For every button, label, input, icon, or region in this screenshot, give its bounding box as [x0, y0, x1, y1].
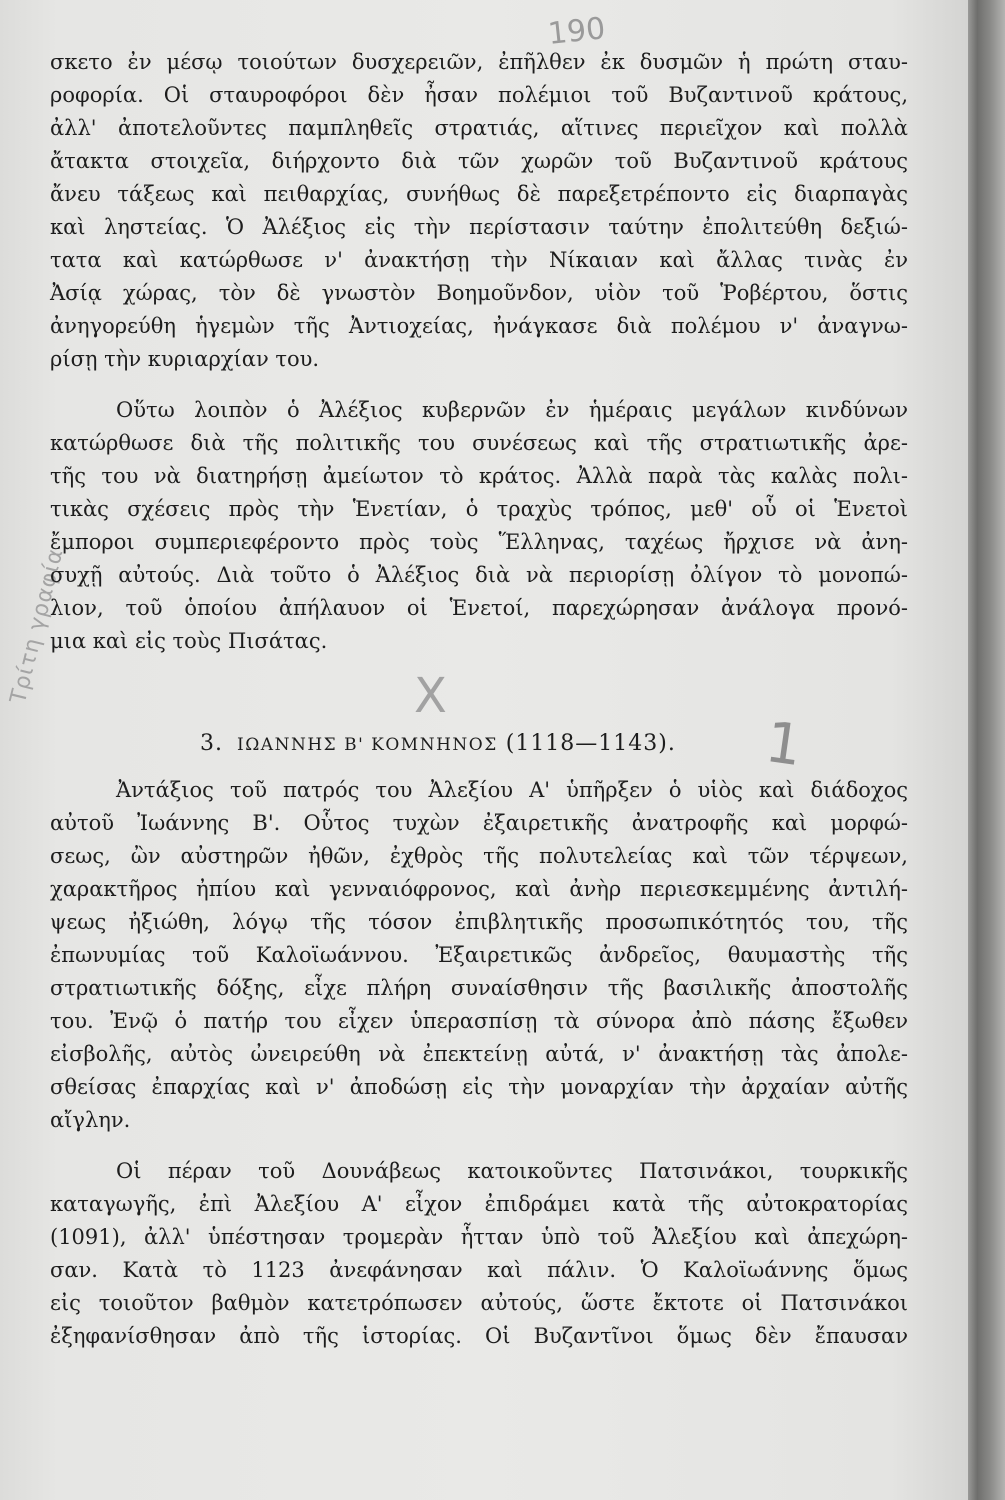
text-line: σκετο ἐν μέσῳ τοιούτων δυσχερειῶν, ἐπῆλθεν ἐκ δυσμῶν ἡ πρώτη σταυ-	[50, 50, 908, 74]
text-line: ἐπωνυμίας τοῦ Καλοϊωάννου. Ἐξαιρετικῶς ἀνδρεῖος, θαυμαστὴς τῆς	[50, 943, 908, 967]
text-line: τῆς του νὰ διατηρήσῃ ἀμείωτον τὸ κράτος. Ἀλλὰ παρὰ τὰς καλὰς πολι-	[50, 464, 908, 488]
section-number: 3.	[200, 731, 223, 756]
text-line: εἰς τοιοῦτον βαθμὸν κατετρόπωσεν αὐτούς, ὥστε ἔκτοτε οἱ Πατσινάκοι	[50, 1291, 908, 1315]
section-heading	[200, 726, 676, 762]
text-line: ρίσῃ τὴν κυριαρχίαν του.	[50, 347, 320, 371]
text-line: ἔμποροι συμπεριεφέροντο πρὸς τοὺς Ἕλληνας, ταχέως ἤρχισε νὰ ἀνη-	[50, 530, 908, 554]
text-line: σαν. Κατὰ τὸ 1123 ἀνεφάνησαν καὶ πάλιν. Ὁ Καλοϊωάννης ὅμως	[50, 1258, 908, 1282]
text-line: σθείσας ἐπαρχίας καὶ ν' ἀποδώσῃ εἰς τὴν μοναρχίαν τὴν ἀρχαίαν αὐτῆς	[50, 1075, 908, 1099]
text-line: καὶ ληστείας. Ὁ Ἀλέξιος εἰς τὴν περίστασιν ταύτην ἐπολιτεύθη δεξιώ-	[50, 215, 908, 239]
text-line: καταγωγῆς, ἐπὶ Ἀλεξίου Α' εἶχον ἐπιδράμει κατὰ τῆς αὐτοκρατορίας	[50, 1192, 908, 1216]
text-line: Ἀντάξιος τοῦ πατρός του Ἀλεξίου Α' ὑπῆρξεν ὁ υἱὸς καὶ διάδοχος	[116, 778, 908, 802]
section-title: ΙΩΑΝΝΗΣ Β' ΚΟΜΝΗΝΟΣ	[237, 735, 498, 755]
text-line: Ἀσίᾳ χώρας, τὸν δὲ γνωστὸν Βοημοῦνδον, υἱὸν τοῦ Ῥοβέρτου, ὅστις	[50, 281, 908, 305]
text-line: εἰσβολῆς, αὐτὸς ὠνειρεύθη νὰ ἐπεκτείνῃ αὐτά, ν' ἀνακτήσῃ τὰς ἀπολε-	[50, 1042, 908, 1066]
text-line: του. Ἐνῷ ὁ πατήρ του εἶχεν ὑπερασπίσῃ τὰ σύνορα ἀπὸ πάσης ἔξωθεν	[50, 1009, 908, 1033]
text-line: τικὰς σχέσεις πρὸς τὴν Ἑνετίαν, ὁ τραχὺς τρόπος, μεθ' οὗ οἱ Ἑνετοὶ	[50, 497, 908, 521]
text-line: ψεως ἠξιώθη, λόγῳ τῆς τόσον ἐπιβλητικῆς προσωπικότητός του, τῆς	[50, 910, 908, 934]
text-line: αὐτοῦ Ἰωάννης Β'. Οὗτος τυχὼν ἐξαιρετικῆς ἀνατροφῆς καὶ μορφώ-	[50, 811, 908, 835]
text-line: ἐξηφανίσθησαν ἀπὸ τῆς ἱστορίας. Οἱ Βυζαντῖνοι ὅμως δὲν ἔπαυσαν	[50, 1324, 908, 1348]
text-line: (1091), ἀλλ' ὑπέστησαν τρομερὰν ἧτταν ὑπὸ τοῦ Ἀλεξίου καὶ ἀπεχώρη-	[50, 1225, 908, 1249]
handwritten-margin-note: Τρίτη γραφία	[6, 545, 69, 707]
text-line: ἄτακτα στοιχεῖα, διήρχοντο διὰ τῶν χωρῶν τοῦ Βυζαντινοῦ κράτους	[50, 149, 908, 173]
text-line: ἀλλ' ἀποτελοῦντες παμπληθεῖς στρατιάς, αἵτινες περιεῖχον καὶ πολλὰ	[50, 116, 908, 140]
text-line: στρατιωτικῆς δόξης, εἶχε πλήρη συναίσθησιν τῆς βασιλικῆς ἀποστολῆς	[50, 976, 908, 1000]
text-line: Οὕτω λοιπὸν ὁ Ἀλέξιος κυβερνῶν ἐν ἡμέραις μεγάλων κινδύνων	[116, 398, 908, 422]
text-line: ἀνηγορεύθη ἡγεμὼν τῆς Ἀντιοχείας, ἠνάγκασε διὰ πολέμου ν' ἀναγνω-	[50, 314, 908, 338]
text-line: σεως, ὢν αὐστηρῶν ἠθῶν, ἐχθρὸς τῆς πολυτελείας καὶ τῶν τέρψεων,	[50, 844, 908, 868]
text-line: χαρακτῆρος ἠπίου καὶ γενναιόφρονος, καὶ ἀνὴρ περιεσκεμμένης ἀντιλή-	[50, 877, 908, 901]
page-edge	[968, 0, 1005, 1500]
text-line: ἄνευ τάξεως καὶ πειθαρχίας, συνήθως δὲ παρεξετρέποντο εἰς διαρπαγὰς	[50, 182, 908, 206]
section-dates: (1118—1143).	[505, 731, 676, 756]
handwritten-number-mark: 1	[761, 709, 806, 780]
text-line: τατα καὶ κατώρθωσε ν' ἀνακτήσῃ τὴν Νίκαιαν καὶ ἄλλας τινὰς ἐν	[50, 248, 908, 272]
text-line: ροφορία. Οἱ σταυροφόροι δὲν ἦσαν πολέμιοι τοῦ Βυζαντινοῦ κράτους,	[50, 83, 908, 107]
handwritten-cross-mark: X	[414, 668, 447, 724]
text-line: αἴγλην.	[50, 1108, 131, 1132]
text-line: Οἱ πέραν τοῦ Δουνάβεως κατοικοῦντες Πατσινάκοι, τουρκικῆς	[116, 1159, 908, 1183]
text-line: συχῇ αὐτούς. Διὰ τοῦτο ὁ Ἀλέξιος διὰ νὰ περιορίσῃ ὀλίγον τὸ μονοπώ-	[50, 563, 908, 587]
text-line: λιον, τοῦ ὁποίου ἀπήλαυον οἱ Ἑνετοί, παρεχώρησαν ἀνάλογα προνό-	[50, 596, 908, 620]
text-line: κατώρθωσε διὰ τῆς πολιτικῆς του συνέσεως καὶ τῆς στρατιωτικῆς ἀρε-	[50, 431, 908, 455]
text-line: μια καὶ εἰς τοὺς Πισάτας.	[50, 629, 328, 653]
handwritten-page-number: 190	[546, 11, 607, 52]
